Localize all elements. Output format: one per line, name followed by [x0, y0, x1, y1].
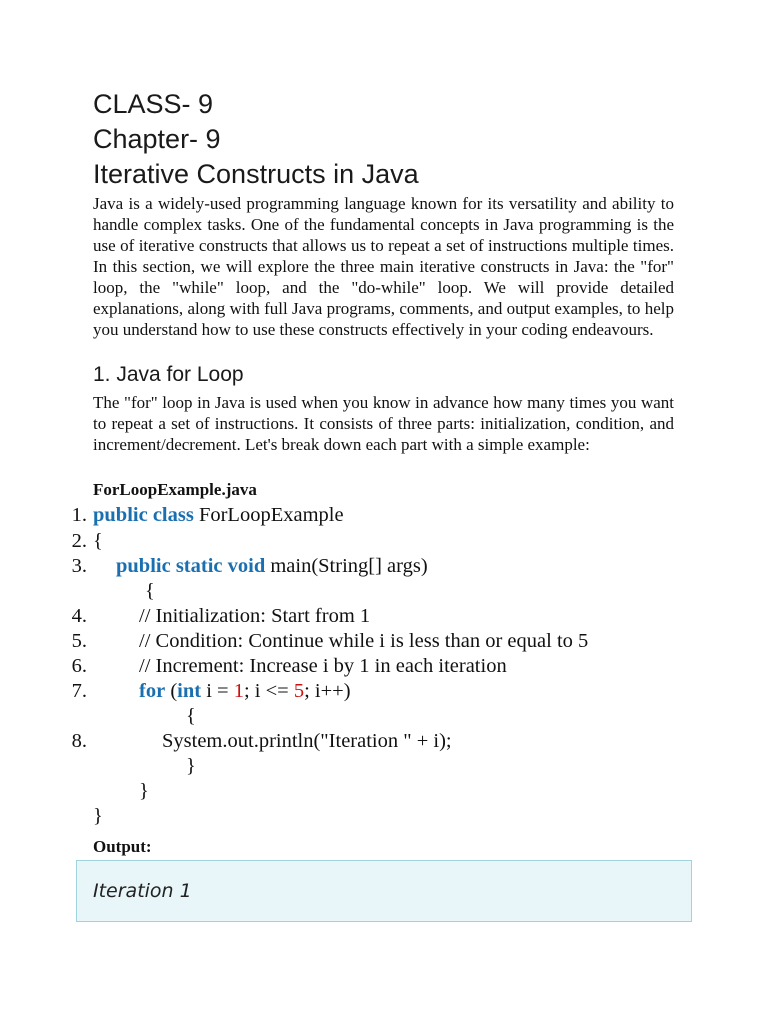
- class-heading: CLASS- 9: [93, 89, 214, 119]
- code-text: ; i <=: [243, 680, 294, 702]
- code-line-1: [93, 503, 344, 528]
- output-box: [76, 860, 692, 922]
- code-line-6: // Increment: Increase i by 1 in each iteration: [139, 655, 507, 677]
- code-keyword: int: [177, 680, 202, 702]
- intro-paragraph: Java is a widely-used programming language known for its versatility and ability to handle complex tasks. One of the fundamental concepts in Java programming is the use of iterative constructs that allows us to repeat a set of instructions multiple times. In this section, we will explore the three main iterative constructs in Java: the "for" loop, the "while" loop, and the "do-while" loop. We will provide detailed explanations, along with full Java programs, comments, and output examples, to help you understand how to use these constructs effectively in your coding endeavours.: [93, 194, 674, 339]
- code-text: (: [165, 680, 178, 702]
- code-line-5: // Condition: Continue while i is less than or equal to 5: [139, 630, 589, 652]
- line-number: 6.: [71, 655, 87, 677]
- code-brace: {: [186, 705, 196, 727]
- code-line-4: // Initialization: Start from 1: [139, 605, 371, 627]
- output-text: Iteration 1: [93, 880, 192, 902]
- code-brace: }: [186, 755, 196, 777]
- code-number: 5: [293, 680, 305, 702]
- code-keyword: for: [139, 680, 166, 702]
- line-number: 8.: [71, 730, 87, 752]
- page-title: Iterative Constructs in Java: [93, 159, 419, 189]
- code-text: i =: [201, 680, 234, 702]
- section-heading-for-loop: 1. Java for Loop: [93, 363, 244, 386]
- code-text: ForLoopExample: [193, 504, 344, 526]
- code-text: ; i++): [304, 680, 351, 702]
- code-brace: {: [145, 580, 155, 602]
- code-keyword: public class: [93, 504, 194, 526]
- code-line-7: [139, 679, 351, 704]
- line-number: 2.: [71, 530, 87, 552]
- code-text: main(String[] args): [265, 555, 428, 577]
- output-label: Output:: [93, 837, 152, 856]
- code-line-3: [116, 554, 428, 579]
- line-number: 4.: [71, 605, 87, 627]
- code-line-8: System.out.println("Iteration " + i);: [162, 730, 452, 752]
- for-loop-description: The "for" loop in Java is used when you know in advance how many times you want to repeat a set of instructions. It consists of three parts: initialization, condition, and increment/decrement. Let's break down each part with a simple example:: [93, 393, 674, 454]
- line-number: 1.: [71, 504, 87, 526]
- code-filename: ForLoopExample.java: [93, 480, 257, 499]
- code-line-2: {: [93, 530, 103, 552]
- line-number: 7.: [71, 680, 87, 702]
- code-brace: }: [93, 805, 103, 827]
- code-brace: }: [139, 780, 149, 802]
- code-number: 1: [233, 680, 244, 702]
- line-number: 5.: [71, 630, 87, 652]
- line-number: 3.: [71, 555, 87, 577]
- code-keyword: public static void: [116, 555, 266, 577]
- chapter-heading: Chapter- 9: [93, 124, 221, 154]
